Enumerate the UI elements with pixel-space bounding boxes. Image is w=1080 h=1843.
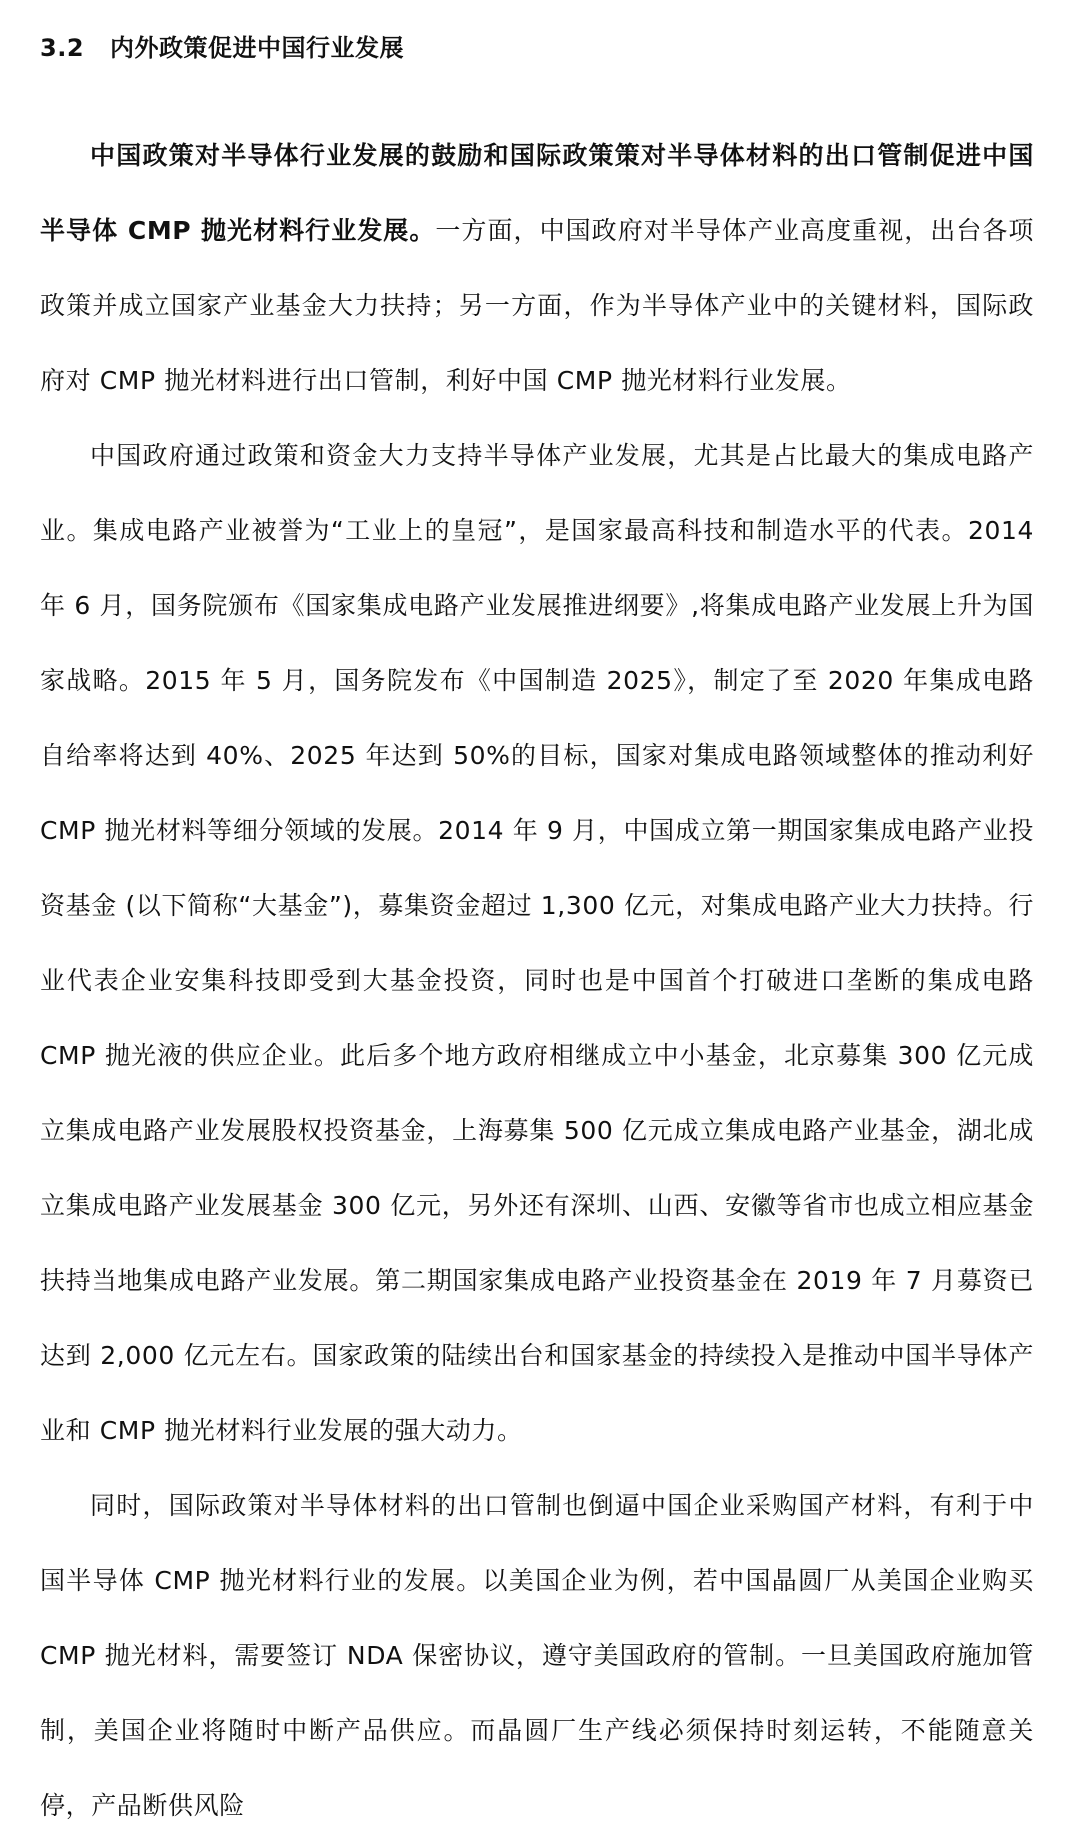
paragraph-1 (40, 118, 1034, 418)
paragraph-1-body: 一方面，中国政府对半导体产业高度重视，出台各项政策并成立国家产业基金大力扶持；另一方面，作为半导体产业中的关键材料，国际政府对 CMP 抛光材料进行出口管制，利好中国 CMP 抛光材料行业发展。 (40, 216, 1034, 395)
paragraph-3 (40, 1468, 1034, 1843)
paragraph-2-body: 中国政府通过政策和资金大力支持半导体产业发展，尤其是占比最大的集成电路产业。集成电路产业被誉为“工业上的皇冠”，是国家最高科技和制造水平的代表。2014 年 6 月，国务院颁布《国家集成电路产业发展推进纲要》,将集成电路产业发展上升为国家战略。2015 年 5 月，国务院发布《中国制造 2025》，制定了至 2020 年集成电路自给率将达到 40%、2025 年达到 50%的目标，国家对集成电路领域整体的推动利好 CMP 抛光材料等细分领域的发展。2014 年 9 月，中国成立第一期国家集成电路产业投资基金 (以下简称“大基金”)，募集资金超过 1,300 亿元，对集成电路产业大力扶持。行业代表企业安集科技即受到大基金投资，同时也是中国首个打破进口垄断的集成电路 CMP 抛光液的供应企业。此后多个地方政府相继成立中小基金，北京募集 300 亿元成立集成电路产业发展股权投资基金，上海募集 500 亿元成立集成电路产业基金，湖北成立集成电路产业发展基金 300 亿元，另外还有深圳、山西、安徽等省市也成立相应基金扶持当地集成电路产业发展。第二期国家集成电路产业投资基金在 2019 年 7 月募资已达到 2,000 亿元左右。国家政策的陆续出台和国家基金的持续投入是推动中国半导体产业和 CMP 抛光材料行业发展的强大动力。 (40, 441, 1034, 1445)
paragraph-1-lead: 中国政策对半导体行业发展的鼓励和国际政策策对半导体材料的出口管制促进中国半导体 CMP 抛光材料行业发展。 (40, 141, 1034, 245)
section-number: 3.2 (40, 34, 85, 62)
section-heading (40, 28, 1034, 68)
section-title: 内外政策促进中国行业发展 (110, 34, 404, 62)
paragraph-2 (40, 418, 1034, 1468)
paragraph-3-body: 同时，国际政策对半导体材料的出口管制也倒逼中国企业采购国产材料，有利于中国半导体 CMP 抛光材料行业的发展。以美国企业为例，若中国晶圆厂从美国企业购买 CMP 抛光材料，需要签订 NDA 保密协议，遵守美国政府的管制。一旦美国政府施加管制，美国企业将随时中断产品供应。而晶圆厂生产线必须保持时刻运转，不能随意关停，产品断供风险 (40, 1491, 1034, 1820)
